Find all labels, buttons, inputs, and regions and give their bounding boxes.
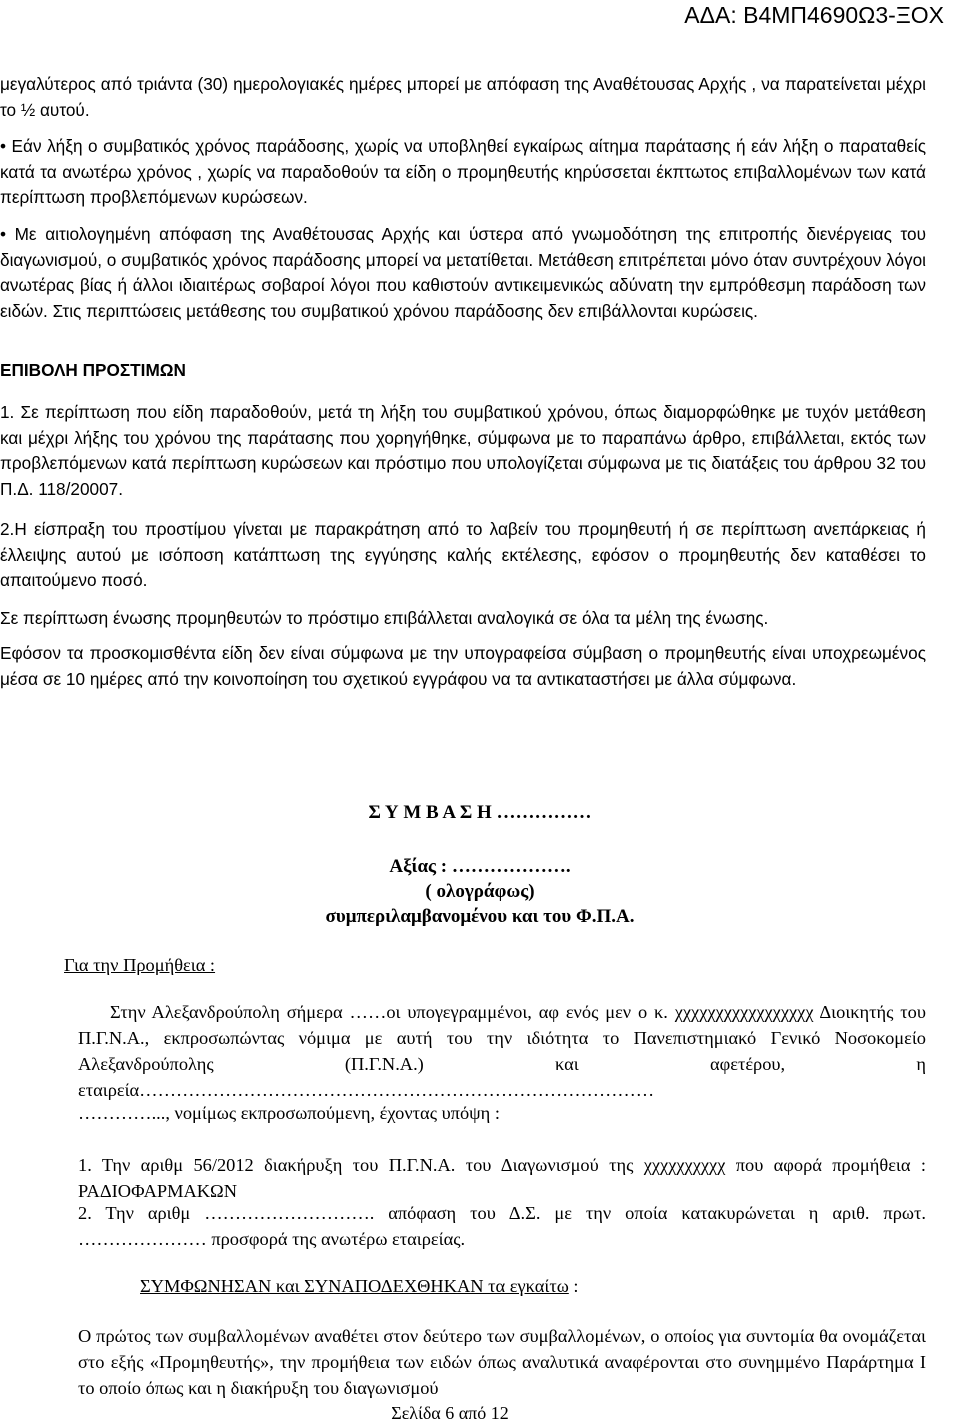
contract-item-2: 2. Την αριθμ ………………………. απόφαση του Δ.Σ. με την οποία κατακυρώνεται η αριθ. πρωτ. ………………… προσφορά της ανωτέρω εταιρείας. [78, 1203, 926, 1249]
contract-item-1: 1. Την αριθμ 56/2012 διακήρυξη του Π.Γ.Ν.Α. του Διαγωνισμού της χχχχχχχχχχ που αφορά προμήθεια : ΡΑΔΙΟΦΑΡΜΑΚΩΝ [78, 1155, 926, 1201]
for-supply-label: Για την Προμήθεια : [64, 955, 216, 975]
contract-title: Σ Υ Μ Β Α Σ Η …………… [368, 802, 592, 823]
paragraph-penalty-2: 2.Η είσπραξη του προστίμου γίνεται με παρακράτηση από το λαβείν του προμηθευτή ή σε περίπτωση ανεπάρκειας ή έλλειψης αυτού με ισόποση κατάπτωση της εγγύησης καλής εκτέλεσης, εφόσον ο προμηθευτής δεν καταθέσει το απαιτούμενο ποσό. [0, 519, 926, 590]
section-heading-penalties: ΕΠΙΒΟΛΗ ΠΡΟΣΤΙΜΩΝ [0, 360, 186, 380]
contract-vat-note: συμπεριλαμβανομένου και του Φ.Π.Α. [325, 906, 635, 927]
paragraph-delivery-postponement: • Με αιτιολογημένη απόφαση της Αναθέτουσας Αρχής και ύστερα από γνωμοδότηση της επιτροπής διενέργειας του διαγωνισμού, ο συμβατικός χρόνος παράδοσης μπορεί να μετατίθεται. Μετάθεση επιτρέπεται μόνο όταν συντρέχουν λόγοι ανωτέρας βίας ή άλλοι ιδιαιτέρως σοβαροί λόγοι που καθιστούν αντικειμενικώς αδύνατη την εμπρόθεσμη παράδοση των ειδών. Στις περιπτώσεις μετάθεσης του συμβατικού χρόνου παράδοσης δεν επιβάλλονται κυρώσεις. [0, 224, 926, 321]
contract-value-words: ( ολογράφως) [425, 881, 535, 902]
paragraph-replacement: Εφόσον τα προσκομισθέντα είδη δεν είναι σύμφωνα με την υπογραφείσα σύμβαση ο προμηθευτής είναι υποχρεωμένος μέσα σε 10 ημέρες από την κοινοποίηση του σχετικού εγγράφου να τα αντικαταστήσει με άλλα σύμφωνα. [0, 643, 926, 689]
contract-first-article: Ο πρώτος των συμβαλλομένων αναθέτει στον δεύτερο των συμβαλλομένων, ο οποίος για συντομία θα ονομάζεται στο εξής «Προμηθευτής», την προμήθεια των ειδών όπως αναλυτικά αναφέρονται στο συνημμένο Παράρτημα Ι το οποίο όπως και η διακήρυξη του διαγωνισμού [78, 1326, 926, 1398]
contract-intro [78, 999, 926, 1103]
intro-name-placeholder: χχχχχχχχχχχχχχχχχ [674, 1002, 814, 1022]
paragraph-penalty-1: 1. Σε περίπτωση που είδη παραδοθούν, μετά τη λήξη του συμβατικού χρόνου, όπως διαμορφώθηκε με τυχόν μετάθεση και μέχρι λήξης του χρόνου της παράτασης που χορηγήθηκε, σύμφωνα με το παραπάνω άρθρο, επιβάλλεται, εκτός των προβλεπόμενων κατά περίπτωση κυρώσεων και πρόστιμο που υπολογίζεται σύμφωνα με τις διατάξεις του άρθρου 32 του Π.Δ. 118/20007. [0, 402, 926, 499]
paragraph-delivery-expiry: • Εάν λήξη ο συμβατικός χρόνος παράδοσης, χωρίς να υποβληθεί εγκαίρως αίτημα παράτασης ή εάν λήξη ο παραταθείς κατά τα ανωτέρω χρόνος , χωρίς να παραδοθούν τα είδη ο προμηθευτής κηρύσσεται έκπτωτος επιβαλλομένων των κατά περίπτωση προβλεπόμενων κυρώσεων. [0, 136, 926, 207]
agreed-heading-colon: : [568, 1276, 579, 1296]
intro-text-a: Στην Αλεξανδρούπολη σήμερα ……οι υπογεγραμμένοι, αφ ενός μεν ο κ. [110, 1002, 668, 1022]
paragraph-extension: μεγαλύτερος από τριάντα (30) ημερολογιακές ημέρες μπορεί με απόφαση της Αναθέτουσας Αρχής , να παρατείνεται μέχρι το ½ αυτού. [0, 74, 926, 120]
intro-text-b: Διοικητής του Π.Γ.Ν.Α., εκπροσωπώντας νόμιμα με αυτή του την ιδιότητα το Πανεπιστημιακό Γενικό Νοσοκομείο Αλεξανδρούπολης (Π.Γ.Ν.Α.) και αφετέρου, η εταιρεία………………………………………………………………………… [78, 1002, 926, 1100]
paragraph-consortium: Σε περίπτωση ένωσης προμηθευτών το πρόστιμο επιβάλλεται αναλογικά σε όλα τα μέλη της ένωσης. [0, 608, 769, 628]
agreed-heading [140, 1273, 579, 1299]
page-number: Σελίδα 6 από 12 [391, 1403, 509, 1423]
contract-value: Αξίας : ………………. [389, 856, 571, 877]
ada-code: ΑΔΑ: Β4ΜΠ4690Ω3-ΞΟΧ [684, 2, 944, 28]
contract-intro-end: …………..., νομίμως εκπροσωπούμενη, έχοντας υπόψη : [78, 1103, 500, 1123]
agreed-heading-text: ΣΥΜΦΩΝΗΣΑΝ και ΣΥΝΑΠΟΔΕΧΘΗΚΑΝ τα εγκαίτω [140, 1276, 569, 1296]
